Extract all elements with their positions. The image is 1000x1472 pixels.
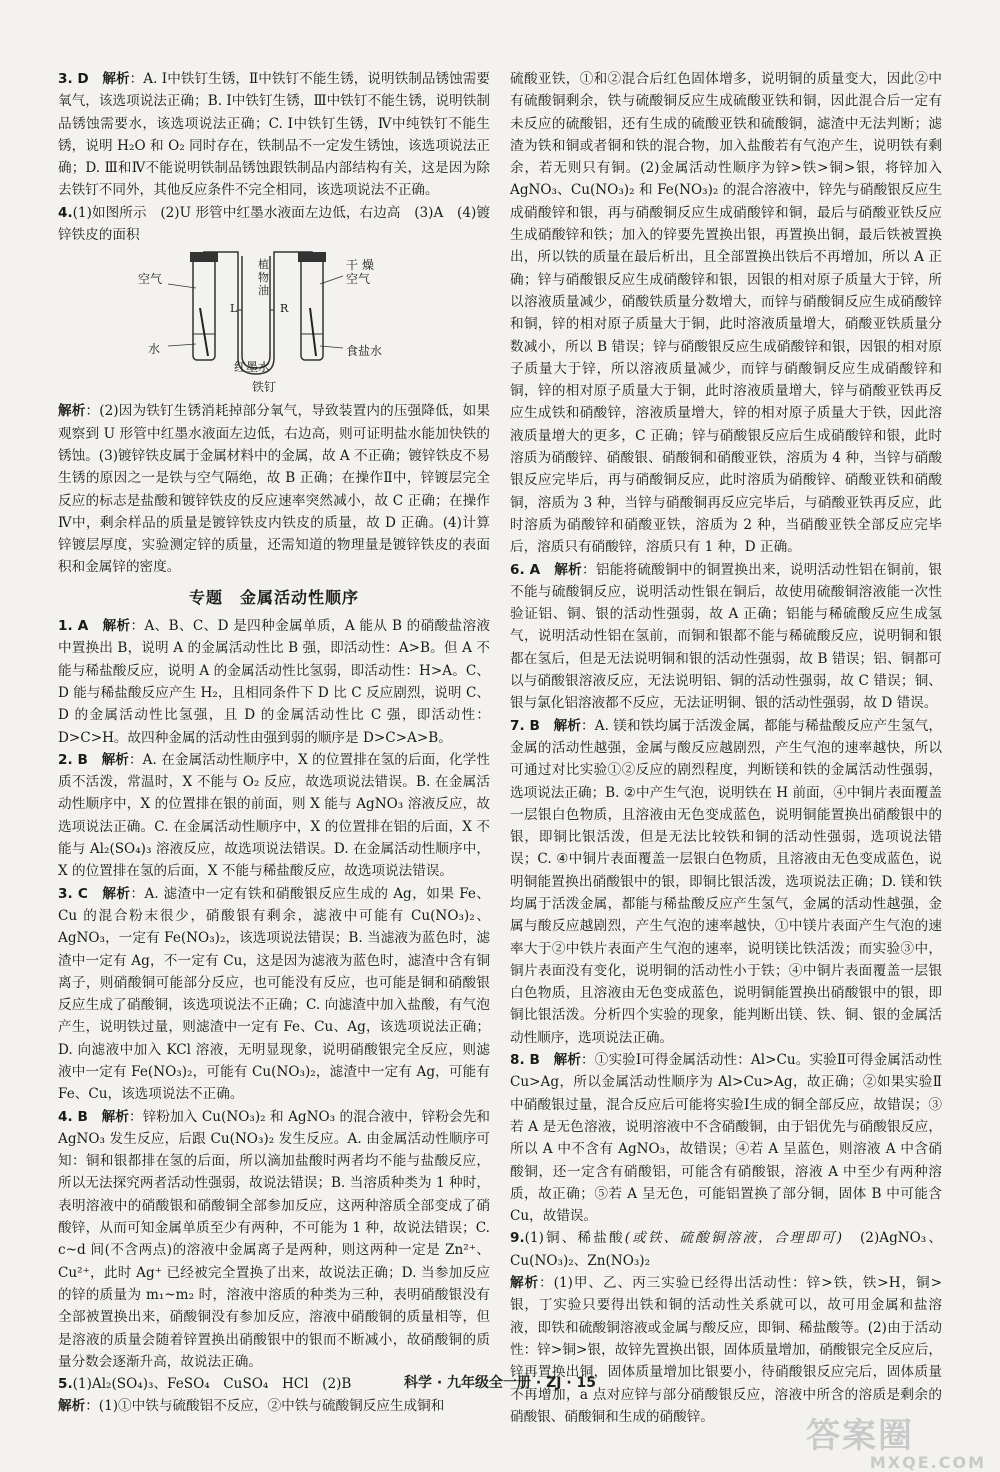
- label-salt-water: 食盐水: [346, 344, 383, 359]
- analysis-text: ：铝能将硫酸铜中的铜置换出来，说明活动性铝在铜前，银不能与硫酸铜反应，说明活动性银在铜后，故使用硫酸铜溶液能一次性验证铝、铜、银的活动性强弱，故 A 正确；铝能与稀硫酸反应生成氢气，说明活动性铝在氢前，而铜和银都不能与稀硫酸反应，说明铜和银都在氢后，但是无法说明铜和银的活动性强弱，故 B 错误；铝、铜都可以与硝酸银溶液反应，无法说明铝、铜的活动性强弱，故 C 错误；铜、银与氯化铝溶液都不反应，无法证明铜、银的活动性强弱，故 D 错误。: [510, 561, 942, 712]
- page-footer: 科学 · 九年级全一册 · ZJ · 15: [403, 1375, 597, 1391]
- analysis-tag: 解析: [553, 1052, 582, 1069]
- site-watermark: [806, 1408, 986, 1472]
- analysis-text: ：A. 镁和铁均属于活泼金属，都能与稀盐酸反应产生氢气，金属的活动性越强，金属与酸反应越剧烈，产生气泡的速率越快，所以可通过对比实验①②反应的剧烈程度，判断镁和铁的金属活动性强弱，选项说法正确；B. ②中产生气泡，说明铁在 H 前面，④中铜片表面覆盖一层银白色物质，且溶液由无色变成蓝色，说明铜能置换出硝酸银中的银，即铜比银活泼，但是无法比较铁和铜的活动性强弱，选项说法错误；C. ④中铜片表面覆盖一层银白色物质，且溶液由无色变成蓝色，说明铜能置换出硝酸银中的银，即铜比银活泼，选项说法正确；D. 镁和铁均属于活泼金属，都能与稀盐酸反应产生氢气，金属的活动性越强，金属与酸反应越剧烈，产生气泡的速率越快，①中镁片表面产生气泡的速率大于②中铁片表面产生气泡的速率，说明镁比铁活泼；而实验③中，铜片表面没有变化，说明铜的活动性小于铁；④中铜片表面覆盖一层银白色物质，且溶液由无色变成蓝色，说明铜能置换出硝酸银中的银，即铜比银活泼。分析四个实验的现象，能判断出镁、铁、铜、银的金属活动性顺序，选项说法正确。: [510, 717, 943, 1046]
- analysis-tag: 解析: [102, 71, 130, 87]
- analysis-tag: 解析: [102, 618, 131, 635]
- right-column: [510, 68, 942, 1428]
- analysis-text: ：(2)因为铁钉生锈消耗掉部分氧气，导致装置内的压强降低，如果观察到 U 形管中红墨水液面左边低，右边高，则可证明盐水能加快铁的锈蚀。(3)镀锌铁皮属于金属材料中的金属，故 A 不正确；镀锌铁皮不易生锈的原因之一是铁与空气隔绝，故 B 正确；在操作Ⅱ中，锌镀层完全反应的标志是盐酸和镀锌铁皮的反应速率突然减小，故 C 正确；在操作Ⅳ中，剩余样品的质量是镀锌铁皮内铁皮的质量，故 D 正确。(4)计算锌镀层厚度，实验测定锌的质量，还需知道的物理量是镀锌铁皮的表面积和金属锌的密度。: [58, 403, 490, 576]
- analysis-tag: 解析: [553, 717, 582, 734]
- section-item-3: [58, 883, 490, 1106]
- answer-text: (1)铜、稀盐酸: [524, 1230, 625, 1247]
- item-number: 3. C: [58, 885, 88, 902]
- answer-note: (或铁、硫酸铜溶液，合理即可): [624, 1230, 843, 1247]
- section-item-5-analysis: [58, 1395, 490, 1417]
- item-number: 3. D: [58, 71, 89, 87]
- answer-item-3: [58, 68, 490, 202]
- answer-text-2: (2)AgNO₃、Cu(NO₃)₂、Zn(NO₃)₂: [510, 1230, 942, 1269]
- section-item-1: [58, 615, 490, 749]
- analysis-tag: 解析: [510, 1275, 540, 1292]
- answer-text: (1)如图所示 (2)U 形管中红墨水液面左边低，右边高 (3)A (4)镀锌铁皮的面积: [58, 204, 490, 244]
- item-number: 8. B: [510, 1052, 540, 1069]
- label-water: 水: [148, 342, 161, 357]
- item-number: 4. B: [58, 1108, 88, 1125]
- analysis-text: ：(1)①中铁与硫酸铝不反应，②中铁与硫酸铜反应生成铜和: [85, 1398, 445, 1415]
- analysis-text: ：A. Ⅰ中铁钉生锈，Ⅱ中铁钉不能生锈，说明铁制品锈蚀需要氧气，该选项说法正确；B. Ⅰ中铁钉生锈，Ⅲ中铁钉不能生锈，说明铁制品锈蚀需要水，该选项说法正确；C. Ⅰ中铁钉生锈，Ⅳ中纯铁钉不能生锈，说明 H₂O 和 O₂ 同时存在，铁制品不一定发生锈蚀，该选项说法正确；D. Ⅲ和Ⅳ不能说明铁制品锈蚀跟铁制品内部结构有关，这是因为除去铁钉不同外，其他反应条件不完全相同，该选项说法不正确。: [58, 71, 491, 199]
- analysis-tag: 解析: [58, 1398, 86, 1415]
- section-title: 专题 金属活动性顺序: [188, 587, 359, 607]
- item-number: 6. A: [510, 561, 541, 578]
- item-number: 5.: [58, 1376, 73, 1393]
- item-number: 2. B: [58, 751, 88, 768]
- watermark-logo-text: 答案圈: [806, 1416, 914, 1456]
- label-air: 空气: [138, 272, 163, 287]
- analysis-text: ：①实验Ⅰ可得金属活动性：Al>Cu。实验Ⅱ可得金属活动性 Cu>Ag，所以金属活动性顺序为 Al>Cu>Ag，故正确；②如果实验Ⅱ中硝酸银过量，混合反应后可能将实验Ⅰ生成的铜全部反应，故错误；③若 A 是无色溶液，说明溶液中不含硝酸铜，由于铝优先与硝酸银反应，所以 A 中不含有 AgNO₃，故错误；④若 A 呈蓝色，则溶液 A 中含硝酸铜，还一定含有硝酸铝，可能含有硝酸银，溶液 A 中至少有两种溶质，故正确；⑤若 A 呈无色，可能铝置换了部分铜，固体 B 中可能含 Cu，故错误。: [510, 1052, 943, 1225]
- analysis-text: ：锌粉加入 Cu(NO₃)₂ 和 AgNO₃ 的混合液中，锌粉会先和 AgNO₃ 发生反应，后跟 Cu(NO₃)₂ 发生反应。A. 由金属活动性顺序可知：铜和银都排在氢的后面，所以滴加盐酸时两者均不能与盐酸反应，所以无法探究两者活动性强弱，故说法错误；B. 当溶质种类为 1 种时，表明溶液中的硝酸银和硝酸铜全部参加反应，这两种溶质全部变成了硝酸锌，从而可知金属单质至少有两种，不可能为 1 种，故说法错误；C. c~d 间(不含两点)的溶液中金属离子是两种，则这两种一定是 Zn²⁺、Cu²⁺，此时 Ag⁺ 已经被完全置换了出来，故说法正确；D. 当参加反应的锌的质量为 m₁~m₂ 时，溶液中溶质的种类为三种，表明硝酸银没有全部被置换出来，硝酸铜没有参加反应，溶液中硝酸铜的质量相等，但是溶液的质量会随着锌置换出硝酸银中的银而不断减小，故硝酸铜的质量分数会逐渐升高，故说法正确。: [58, 1108, 491, 1370]
- label-R: R: [280, 302, 289, 316]
- answer-item-4-analysis: [58, 400, 490, 578]
- analysis-tag: 解析: [102, 885, 131, 902]
- analysis-text: ：A. 在金属活动性顺序中，X 的位置排在氢的后面，化学性质不活泼，常温时，X 不能与 O₂ 反应，故选项说法错误。B. 在金属活动性顺序中，X 的位置排在银的前面，则 X 能与 AgNO₃ 溶液反应，故选项说法正确。C. 在金属活动性顺序中，X 的位置排在铝的后面，X 不能与 Al₂(SO₄)₃ 溶液反应，故选项说法错误。D. 在金属活动性顺序中，X 的位置排在氢的后面，X 不能与稀盐酸反应，故选项说法错误。: [58, 751, 490, 880]
- rust-experiment-figure: [58, 248, 490, 396]
- analysis-text: ：A、B、C、D 是四种金属单质，A 能从 B 的硝酸盐溶液中置换出 B，说明 A 的金属活动性比 B 强，即活动性：A>B。但 A 不能与稀盐酸反应，说明 A 的金属活动性比氢弱，即活动性：H>A。C、D 能与稀盐酸反应产生 H₂，且相同条件下 D 比 C 反应剧烈，说明 C、D 的金属活动性比氢强，且 D 的金属活动性比 C 强，即活动性：D>C>H。故四种金属的活动性由强到弱的顺序是 D>C>A>B。: [58, 618, 491, 746]
- analysis-tag: 解析: [58, 403, 86, 420]
- item-number: 4.: [58, 204, 73, 221]
- analysis-tag: 解析: [101, 751, 129, 768]
- section-item-9-analysis: [510, 1272, 942, 1428]
- item-number: 9.: [510, 1230, 525, 1247]
- section-item-6: [510, 559, 942, 715]
- label-red-ink: 红墨水: [234, 360, 271, 375]
- item-number: 7. B: [510, 717, 540, 734]
- analysis-text: ：A. 滤渣中一定有铁和硝酸银反应生成的 Ag，如果 Fe、Cu 的混合粉末很少，硝酸银有剩余，滤液中可能有 Cu(NO₃)₂、AgNO₃，一定有 Fe(NO₃)₂，该选项说法错误；B. 当滤液为蓝色时，滤渣中一定有 Ag，不一定有 Cu，这是因为滤液为蓝色时，滤渣中含有铜离子，则硝酸铜可能部分反应，也可能没有反应，也可能是铜和硝酸银反应生成了硝酸铜，该选项说法不正确；C. 向滤渣中加入盐酸，有气泡产生，说明铁过量，则滤渣中一定有 Fe、Cu、Ag，该选项说法正确；D. 向滤液中加入 KCl 溶液，无明显现象，说明硝酸银完全反应，则滤液中一定有 Fe(NO₃)₂，可能有 Cu(NO₃)₂，滤渣中一定有 Ag，可能有 Fe、Cu，该选项说法不正确。: [58, 885, 490, 1103]
- answer-text: (1)Al₂(SO₄)₃、FeSO₄ CuSO₄ HCl (2)B: [72, 1376, 352, 1393]
- answer-item-4: [58, 202, 490, 247]
- analysis-tag: 解析: [101, 1108, 130, 1125]
- section-item-4: [58, 1106, 490, 1374]
- left-column: [58, 68, 490, 1418]
- section-item-7: [510, 715, 942, 1049]
- section-item-5-continued: 硫酸亚铁，①和②混合后红色固体增多，说明铜的质量变大，因此②中有硫酸铜剩余，铁与硫酸铜反应生成硫酸亚铁和铜，因此混合后一定有未反应的硫酸铝，还有生成的硫酸亚铁和硫酸铜，滤渣中无法判断；滤渣为铁和铜或者铜和铁的混合物，加入盐酸若有气泡产生，说明铁有剩余，若无则只有铜。(2)金属活动性顺序为锌>铁>铜>银，将锌加入 AgNO₃、Cu(NO₃)₂ 和 Fe(NO₃)₂ 的混合溶液中，锌先与硝酸银反应生成硝酸锌和银，再与硝酸铜反应生成硝酸锌和铜，最后与硝酸亚铁反应生成硝酸锌和铁；加入的锌要先置换出银，再置换出铜，最后铁被置换出，所以铁的质量在最后析出，且全部置换出铁后不再增加，所以 A 正确；锌与硝酸银反应生成硝酸锌和银，因银的相对原子质量大于锌，所以溶液质量减少，硝酸铁质量分数增大，而锌与硝酸铜反应生成硝酸锌和铜，锌的相对原子质量大于铜，此时溶液质量增大，硝酸亚铁质量分数减小，所以 B 错误；锌与硝酸银反应生成硝酸锌和银，因银的相对原子质量大于锌，所以溶液质量减少，而锌与硝酸铜反应生成硝酸锌和铜，锌的相对原子质量大于铜，此时溶液质量增大，锌与硝酸亚铁再反应生成铁和硝酸锌，溶液质量增大，锌的相对原子质量大于铁，因此溶液质量增大的更多，C 正确；锌与硝酸银反应后生成硝酸锌和银，此时溶质为硝酸锌、硝酸银、硝酸铜和硝酸亚铁，溶质为 4 种，当锌与硝酸银反应完毕后，再与硝酸铜反应，此时溶质为硝酸锌、硝酸亚铁和硝酸铜，溶质为 3 种，当锌与硝酸铜再反应完毕后，与硝酸亚铁再反应，此时溶质为硝酸锌和硝酸亚铁，溶质为 2 种，当硝酸亚铁全部反应完毕后，溶质只有硝酸锌，溶质只有 1 种，D 正确。: [510, 71, 942, 556]
- analysis-text: ：(1)甲、乙、丙三实验已经得出活动性：锌>铁，铁>H，铜>银，丁实验只要得出铁和铜的活动性关系就可以，故可用金属和盐溶液，即铁和硫酸铜溶液或金属与酸反应，即铜、稀盐酸等。(2)由于活动性：锌>铜>银，故锌先置换出银，固体质量增加，硝酸银完全反应后，锌再置换出铜，固体质量增加比银要小，待硝酸银反应完后，固体质量不再增加，a 点对应锌与部分硝酸银反应，溶液中所含的溶质是剩余的硝酸银、硝酸铜和生成的硝酸锌。: [510, 1275, 942, 1425]
- section-item-8: [510, 1049, 942, 1227]
- label-plant-oil: 植物油: [258, 258, 269, 298]
- analysis-tag: 解析: [554, 561, 582, 578]
- watermark-url: MXQE.COM: [869, 1453, 986, 1472]
- label-iron-nail: 铁钉: [252, 380, 277, 395]
- section-item-2: [58, 749, 490, 883]
- item-number: 1. A: [58, 618, 89, 635]
- label-L: L: [230, 302, 238, 316]
- section-item-9: [510, 1227, 942, 1272]
- label-dry-air: 干燥空气: [346, 258, 374, 287]
